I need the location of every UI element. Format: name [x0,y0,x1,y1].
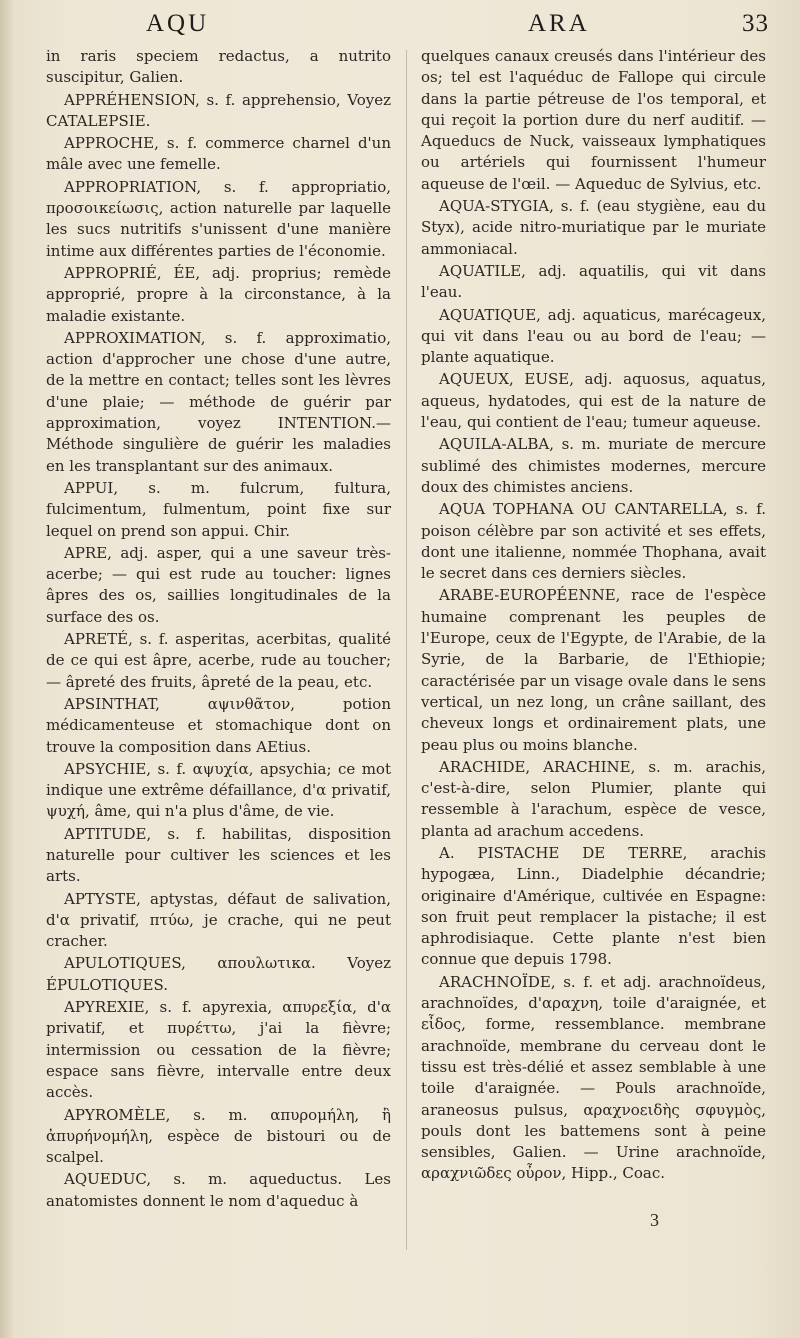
dictionary-entry: AQUEUX, EUSE, adj. aquosus, aquatus, aqueus, hydatodes, qui est de la nature de l'eau, qui contient de l'eau; tumeur aqueuse. [421,370,766,432]
dictionary-entry: APSYCHIE, s. f. αψυχία, apsychia; ce mot indique une extrême défaillance, d'α privatif, ψυχή, âme, qui n'a plus d'âme, de vie. [46,759,391,821]
page-number: 33 [742,10,769,37]
dictionary-entry: APRE, adj. asper, qui a une saveur très-acerbe; — qui est rude au toucher: lignes âpres des os, saillies longitudinales de la surface des os. [46,543,391,626]
dictionary-entry: APPROPRIATION, s. f. appropriatio, προσοικείωσις, action naturelle par laquelle les sucs nutritifs s'unissent d'une manière intime aux différentes parties de l'économie. [46,177,391,260]
dictionary-entry: AQUEDUC, s. m. aqueductus. Les anatomistes donnent le nom d'aqueduc à [46,1170,391,1210]
page-gutter [0,0,14,1338]
dictionary-entry: APPROXIMATION, s. f. approximatio, action d'approcher une chose d'une autre, de la mettre en contact; telles sont les lèvres d'une plaie; — méthode de guérir par approximation, voyez INTENTION.— Méthode singulière de guérir les maladies en les transplantant sur des animaux. [46,328,391,475]
dictionary-entry: APPRÉHENSION, s. f. apprehensio, Voyez CATALEPSIE. [46,90,391,130]
left-column [46,46,391,1213]
dictionary-entry: APULOTIQUES, απουλωτικα. Voyez ÉPULOTIQUES. [46,954,391,994]
dictionary-entry: APPROPRIÉ, ÉE, adj. proprius; remède approprié, propre à la circonstance, à la maladie existante. [46,263,391,325]
dictionary-entry: APSINTHAT, αψινθᾶτον, potion médicamenteuse et stomachique dont on trouve la composition dans AEtius. [46,694,391,756]
dictionary-entry: AQUATIQUE, adj. aquaticus, marécageux, qui vit dans l'eau ou au bord de l'eau; — plante aquatique. [421,305,766,367]
dictionary-entry: ARACHNOÏDE, s. f. et adj. arachnoïdeus, arachnoïdes, d'αραχνη, toile d'araignée, et εἶδος, forme, ressemblance. membrane arachnoïde, membrane du cerveau dont le tissu est très-délié et assez semblable à une toile d'araignée. — Pouls arachnoïde, araneosus pulsus, αραχνοειδὴς σφυγμὸς, pouls dont les battemens sont à peine sensibles, Galien. — Urine arachnoïde, αραχνιῶδες οὖρον, Hipp., Coac. [421,972,766,1183]
signature-mark: 3 [650,1210,659,1230]
dictionary-entry: AQUA TOPHANA OU CANTARELLA, s. f. poison célèbre par son activité et ses effets, dont une italienne, nommée Thophana, avait le secret dans ces derniers siècles. [421,500,766,583]
dictionary-entry: APRETÉ, s. f. asperitas, acerbitas, qualité de ce qui est âpre, acerbe, rude au toucher; — âpreté des fruits, âpreté de la peau, etc. [46,630,391,691]
dictionary-entry: APYREXIE, s. f. apyrexia, απυρεξία, d'α privatif, et πυρέττω, j'ai la fièvre; intermission ou cessation de la fièvre; espace sans fièvre, intervalle entre deux accès. [46,998,391,1102]
dictionary-entry: A. PISTACHE DE TERRE, arachis hypogæa, Linn., Diadelphie décandrie; originaire d'Amérique, cultivée en Espagne: son fruit peut remplacer la pistache; il est aphrodisiaque. Cette plante n'est bien connue que depuis 1798. [421,843,766,969]
dictionary-entry: APTYSTE, aptystas, défaut de salivation, d'α privatif, πτύω, je crache, qui ne peut cracher. [46,889,391,951]
running-head-center: ARA [528,10,590,37]
dictionary-entry: APPUI, s. m. fulcrum, fultura, fulcimentum, fulmentum, point fixe sur lequel on prend son appui. Chir. [46,478,391,540]
dictionary-entry: ARABE-EUROPÉENNE, race de l'espèce humaine comprenant les peuples de l'Europe, ceux de l'Egypte, de l'Arabie, de la Syrie, de la Barbarie, de l'Ethiopie; caractérisée par un visage ovale dans le sens vertical, un nez long, un crâne saillant, des cheveux longs et ordinairement plats, une peau plus ou moins blanche. [421,586,766,754]
running-head-left: AQU [146,10,210,37]
dictionary-entry: AQUILA-ALBA, s. m. muriate de mercure sublimé des chimistes modernes, mercure doux des chimistes anciens. [421,435,766,496]
dictionary-entry: APYROMÈLE, s. m. απυρομήλη, ἢ ἀπυρήνομήλη, espèce de bistouri ou de scalpel. [46,1105,391,1167]
dictionary-entry: AQUA-STYGIA, s. f. (eau stygiène, eau du Styx), acide nitro-muriatique par le muriate ammoniacal. [421,197,766,258]
dictionary-entry: APPROCHE, s. f. commerce charnel d'un mâle avec une femelle. [46,134,391,174]
dictionary-entry: quelques canaux creusés dans l'intérieur des os; tel est l'aquéduc de Fallope qui circule dans la partie pétreuse de l'os temporal, et qui reçoit la portion dure du nerf auditif. — Aqueducs de Nuck, vaisseaux lymphatiques ou artériels qui fournissent l'humeur aqueuse de l'œil. — Aqueduc de Sylvius, etc. [421,47,766,193]
dictionary-entry: ARACHIDE, ARACHINE, s. m. arachis, c'est-à-dire, selon Plumier, plante qui ressemble à l'arachum, espèce de vesce, planta ad arachum accedens. [421,757,766,840]
dictionary-entry: AQUATILE, adj. aquatilis, qui vit dans l'eau. [421,261,766,302]
dictionary-entry: in raris speciem redactus, a nutrito suscipitur, Galien. [46,47,391,87]
right-column [421,46,766,1186]
dictionary-entry: APTITUDE, s. f. habilitas, disposition naturelle pour cultiver les sciences et les arts. [46,824,391,886]
column-divider [406,50,407,1250]
